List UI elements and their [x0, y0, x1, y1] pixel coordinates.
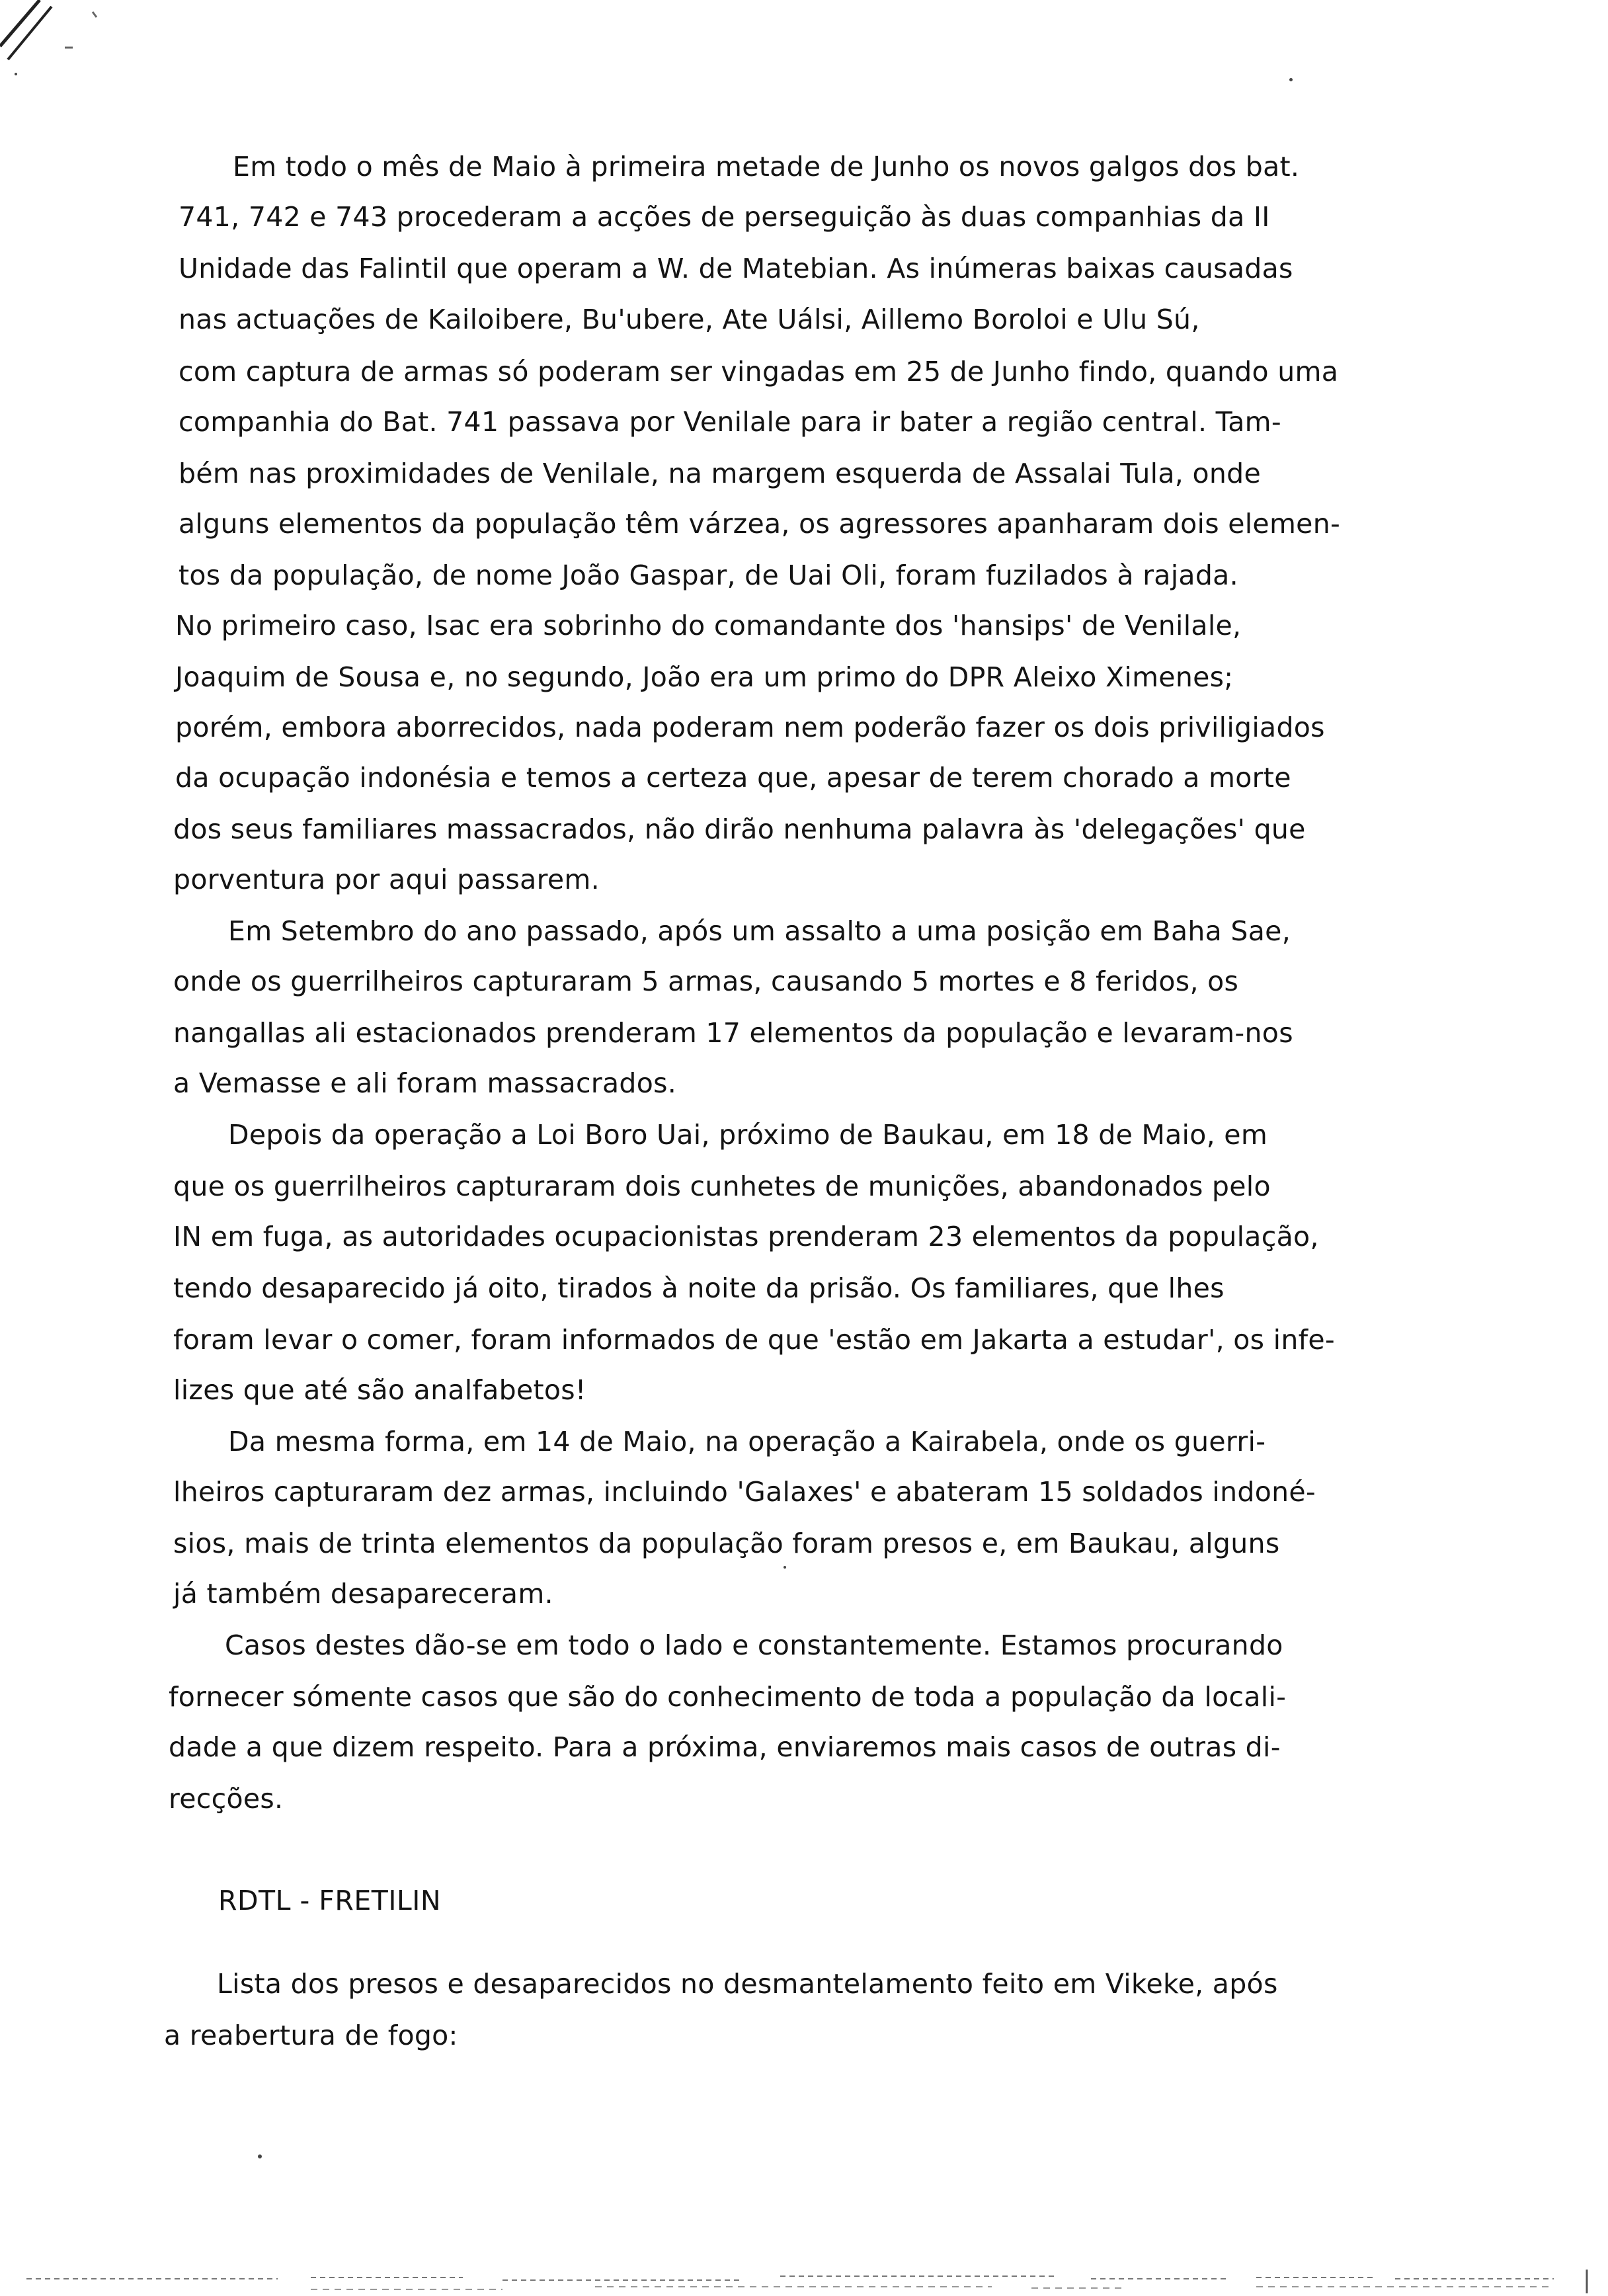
corner-pen-mark: [0, 0, 119, 79]
paragraph-1-line-9: tos da população, de nome João Gaspar, de Uai Oli, foram fuzilados à rajada.: [179, 559, 1238, 591]
paragraph-5-line-1: Casos destes dão-se em todo o lado e constantemente. Estamos procurando: [225, 1629, 1283, 1661]
paragraph-5-line-2: fornecer sómente casos que são do conhecimento de toda a população da locali-: [169, 1681, 1287, 1713]
ink-speck: [15, 73, 17, 75]
paragraph-3-line-5: foram levar o comer, foram informados de que 'estão em Jakarta a estudar', os infe-: [173, 1324, 1335, 1356]
paragraph-2-line-4: a Vemasse e ali foram massacrados.: [173, 1067, 677, 1099]
ink-speck: [784, 1566, 786, 1569]
ink-speck: [1289, 78, 1293, 81]
paragraph-3-line-1: Depois da operação a Loi Boro Uai, próximo de Baukau, em 18 de Maio, em: [228, 1119, 1268, 1151]
paragraph-1-line-6: companhia do Bat. 741 passava por Venilale para ir bater a região central. Tam-: [179, 406, 1281, 438]
paragraph-4-line-4: já também desapareceram.: [173, 1578, 553, 1610]
paragraph-4-line-3: sios, mais de trinta elementos da população foram presos e, em Baukau, alguns: [173, 1528, 1280, 1559]
section-heading: RDTL - FRETILIN: [218, 1885, 442, 1916]
paragraph-1-line-1: Em todo o mês de Maio à primeira metade de Junho os novos galgos dos bat.: [233, 151, 1300, 183]
paragraph-3-line-2: que os guerrilheiros capturaram dois cunhetes de munições, abandonados pelo: [173, 1170, 1271, 1202]
paragraph-4-line-2: lheiros capturaram dez armas, incluindo 'Galaxes' e abateram 15 soldados indoné-: [173, 1476, 1316, 1508]
paragraph-1-line-3: Unidade das Falintil que operam a W. de Matebian. As inúmeras baixas causadas: [179, 253, 1293, 284]
paragraph-1-line-7: bém nas proximidades de Venilale, na margem esquerda de Assalai Tula, onde: [179, 458, 1261, 489]
paragraph-1-line-14: dos seus familiares massacrados, não dirão nenhuma palavra às 'delegações' que: [173, 813, 1306, 845]
ink-speck: [258, 2154, 262, 2158]
paragraph-1-line-4: nas actuações de Kailoibere, Bu'ubere, Ate Uálsi, Aillemo Boroloi e Ulu Sú,: [179, 304, 1200, 335]
paragraph-1-line-13: da ocupação indonésia e temos a certeza que, apesar de terem chorado a morte: [175, 762, 1291, 794]
paragraph-1-line-5: com captura de armas só poderam ser vingadas em 25 de Junho findo, quando uma: [179, 356, 1339, 388]
paragraph-5-line-4: recções.: [169, 1783, 284, 1815]
paragraph-1-line-11: Joaquim de Sousa e, no segundo, João era um primo do DPR Aleixo Ximenes;: [175, 661, 1234, 693]
paragraph-1-line-12: porém, embora aborrecidos, nada poderam nem poderão fazer os dois priviligiados: [175, 712, 1325, 743]
paragraph-1-line-8: alguns elementos da população têm várzea, os agressores apanharam dois elemen-: [179, 508, 1341, 540]
closing-line-1: Lista dos presos e desaparecidos no desmantelamento feito em Vikeke, após: [217, 1968, 1278, 2000]
paragraph-4-line-1: Da mesma forma, em 14 de Maio, na operação a Kairabela, onde os guerri-: [228, 1426, 1266, 1457]
paragraph-3-line-4: tendo desaparecido já oito, tirados à noite da prisão. Os familiares, que lhes: [173, 1272, 1225, 1304]
paragraph-5-line-3: dade a que dizem respeito. Para a próxima, enviaremos mais casos de outras di-: [169, 1731, 1281, 1763]
paragraph-2-line-2: onde os guerrilheiros capturaram 5 armas, causando 5 mortes e 8 feridos, os: [173, 965, 1239, 997]
paragraph-2-line-1: Em Setembro do ano passado, após um assalto a uma posição em Baha Sae,: [228, 915, 1291, 947]
paragraph-1-line-15: porventura por aqui passarem.: [173, 864, 600, 895]
paragraph-2-line-3: nangallas ali estacionados prenderam 17 elementos da população e levaram-nos: [173, 1017, 1293, 1049]
paragraph-3-line-6: lizes que até são analfabetos!: [173, 1374, 586, 1406]
paragraph-1-line-2: 741, 742 e 743 procederam a acções de perseguição às duas companhias da II: [179, 201, 1270, 233]
closing-line-2: a reabertura de fogo:: [164, 2020, 458, 2051]
paragraph-3-line-3: IN em fuga, as autoridades ocupacionistas prenderam 23 elementos da população,: [173, 1221, 1319, 1252]
scan-edge-artifact: [0, 2270, 1608, 2296]
paragraph-1-line-10: No primeiro caso, Isac era sobrinho do comandante dos 'hansips' de Venilale,: [175, 610, 1242, 641]
